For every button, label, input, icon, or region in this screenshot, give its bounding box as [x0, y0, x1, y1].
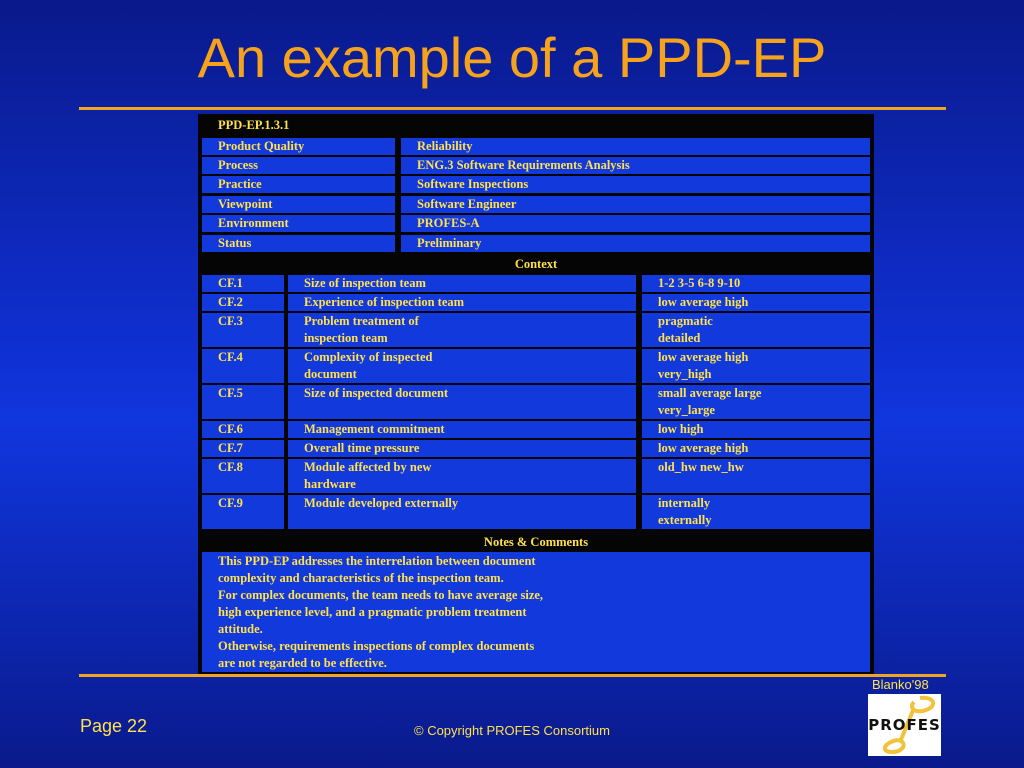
context-factor-values: old_hw new_hw [642, 459, 870, 493]
context-factor-name: Experience of inspection team [288, 294, 636, 311]
context-factor-id: CF.3 [202, 313, 284, 347]
attribute-value: Software Inspections [401, 176, 870, 193]
context-factor-name: Management commitment [288, 421, 636, 438]
attribute-label: Process [202, 157, 395, 174]
attribute-label: Viewpoint [202, 196, 395, 213]
attribute-value: Reliability [401, 138, 870, 155]
profes-logo [868, 694, 941, 756]
context-factor-id: CF.9 [202, 495, 284, 529]
notes-header: Notes & Comments [483, 535, 589, 549]
context-factor-id: CF.7 [202, 440, 284, 457]
context-factor-id: CF.6 [202, 421, 284, 438]
attribute-value: ENG.3 Software Requirements Analysis [401, 157, 870, 174]
context-factor-values: low high [642, 421, 870, 438]
attribute-label: Product Quality [202, 138, 395, 155]
top-divider [79, 107, 946, 110]
logo-text: PROFES [868, 716, 941, 734]
context-factor-name: Module affected by new hardware [288, 459, 636, 493]
ppd-ep-id: PPD-EP.1.3.1 [218, 118, 290, 132]
author-credit: Blanko'98 [872, 677, 929, 692]
context-factor-name: Complexity of inspected document [288, 349, 636, 383]
context-factor-values: low average high [642, 294, 870, 311]
attribute-value: Preliminary [401, 235, 870, 252]
context-factor-id: CF.5 [202, 385, 284, 419]
context-factor-values: small average large very_large [642, 385, 870, 419]
copyright: © Copyright PROFES Consortium [414, 723, 610, 738]
attribute-value: PROFES-A [401, 215, 870, 232]
context-factor-id: CF.8 [202, 459, 284, 493]
page-number: Page 22 [80, 716, 148, 736]
context-factor-name: Overall time pressure [288, 440, 636, 457]
attribute-value: Software Engineer [401, 196, 870, 213]
context-factor-values: 1-2 3-5 6-8 9-10 [642, 275, 870, 292]
context-factor-id: CF.1 [202, 275, 284, 292]
context-factor-values: pragmatic detailed [642, 313, 870, 347]
notes-text: This PPD-EP addresses the interrelation between document complexity and characteristics of the inspection team. For complex documents, the team needs to have average size, high experience level, and a pragmatic problem treatment attitude. Otherwise, requirements inspections of complex documents are not regarded to be effective. [202, 552, 870, 672]
context-factor-id: CF.2 [202, 294, 284, 311]
context-factor-values: internally externally [642, 495, 870, 529]
attribute-label: Practice [202, 176, 395, 193]
bottom-divider [79, 674, 946, 677]
context-factor-name: Size of inspection team [288, 275, 636, 292]
context-factor-id: CF.4 [202, 349, 284, 383]
attribute-label: Environment [202, 215, 395, 232]
context-factor-name: Module developed externally [288, 495, 636, 529]
context-factor-name: Size of inspected document [288, 385, 636, 419]
context-header: Context [514, 257, 558, 271]
slide-title: An example of a PPD-EP [197, 26, 827, 89]
context-factor-name: Problem treatment of inspection team [288, 313, 636, 347]
ppd-ep-table [198, 114, 874, 676]
context-factor-values: low average high [642, 440, 870, 457]
attribute-label: Status [202, 235, 395, 252]
context-factor-values: low average high very_high [642, 349, 870, 383]
